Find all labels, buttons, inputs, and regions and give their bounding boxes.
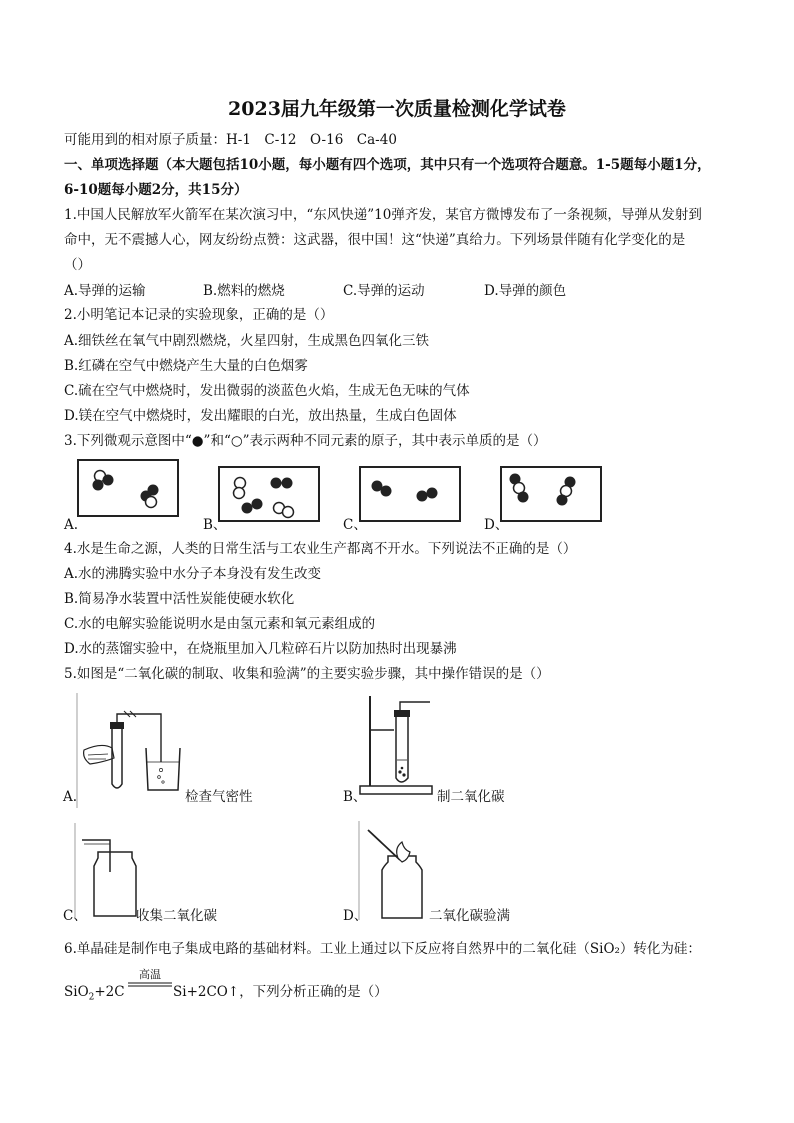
q5-option-c-letter: C、 [63, 908, 87, 924]
q6-eq-condition: 高温 [139, 968, 161, 981]
q3-option-d: D、 [484, 517, 509, 533]
q5-option-b-caption: 制二氧化碳 [437, 789, 505, 805]
q3-stem: 3.下列微观示意图中“●”和“○”表示两种不同元素的原子，其中表示单质的是（） [64, 433, 547, 449]
atomic-masses: 可能用到的相对原子质量：H-1 C-12 O-16 Ca-40 [64, 132, 397, 148]
q3-diagram-a [77, 459, 179, 521]
q5-diagram-a-airtightness [76, 692, 186, 812]
q5-option-a-letter: A. [63, 789, 78, 805]
q1-option-d: D.导弹的颜色 [484, 283, 567, 299]
q6-eq-left: SiO [64, 984, 89, 1000]
q4-option-a: A.水的沸腾实验中水分子本身没有发生改变 [64, 566, 322, 582]
q4-stem: 4.水是生命之源，人类的日常生活与工农业生产都离不开水。下列说法不正确的是（） [64, 541, 577, 557]
q3-diagram-b [218, 466, 320, 524]
q6-equation-right [173, 983, 388, 1001]
q6-stem: 6.单晶硅是制作电子集成电路的基础材料。工业上通过以下反应将自然界中的二氧化硅（SiO₂）转化为硅： [64, 941, 701, 957]
q6-eq-tail: ，下列分析正确的是（） [239, 984, 388, 1000]
q4-option-b: B.简易净水装置中活性炭能使硬水软化 [64, 591, 295, 607]
q1-stem-line2: 命中，无不震撼人心，网友纷纷点赞：这武器，很中国！这“快递”真给力。下列场景伴随有化学变化的是 [64, 232, 686, 248]
q1-stem-line3: （） [64, 257, 91, 273]
q3-diagram-d [500, 466, 602, 524]
q5-option-b-letter: B、 [343, 789, 367, 805]
section-heading-line2: 6-10题每小题2分，共15分） [64, 182, 248, 198]
q5-stem: 5.如图是“二氧化碳的制取、收集和验满”的主要实验步骤，其中操作错误的是（） [64, 666, 550, 682]
q1-stem-line1: 1.中国人民解放军火箭军在某次演习中，“东风快递”10弹齐发，某官方微博发布了一条视频，导弹从发射到 [64, 207, 702, 223]
q5-diagram-b-generator [356, 690, 436, 800]
q2-option-b: B.红磷在空气中燃烧产生大量的白色烟雾 [64, 358, 308, 374]
q6-equation [64, 983, 125, 1007]
q4-option-d: D.水的蒸馏实验中，在烧瓶里加入几粒碎石片以防加热时出现暴沸 [64, 641, 457, 657]
q5-option-d-letter: D、 [343, 908, 368, 924]
q1-option-c: C.导弹的运动 [343, 283, 425, 299]
q2-option-c: C.硫在空气中燃烧时，发出微弱的淡蓝色火焰，生成无色无味的气体 [64, 383, 470, 399]
q3-diagram-c [359, 466, 461, 524]
page-title: 2023届九年级第一次质量检测化学试卷 [228, 98, 566, 120]
q2-option-d: D.镁在空气中燃烧时，发出耀眼的白光，放出热量，生成白色固体 [64, 408, 457, 424]
q3-option-a: A. [64, 517, 79, 533]
q2-stem: 2.小明笔记本记录的实验现象，正确的是（） [64, 307, 334, 323]
q5-option-d-caption: 二氧化碳验满 [429, 908, 510, 924]
q1-option-b: B.燃料的燃烧 [203, 283, 285, 299]
q6-eq-right: Si+2CO↑ [173, 984, 240, 1000]
q3-option-b: B、 [203, 517, 227, 533]
q6-reaction-condition [128, 968, 172, 988]
q6-eq-plus: +2C [94, 984, 125, 1000]
q6-eq-sub: 2 [88, 992, 95, 1003]
q5-diagram-d-verify-full [358, 820, 428, 924]
q5-option-c-caption: 收集二氧化碳 [136, 908, 217, 924]
q5-option-a-caption: 检查气密性 [185, 789, 253, 805]
q2-option-a: A.细铁丝在氧气中剧烈燃烧，火星四射，生成黑色四氧化三铁 [64, 333, 430, 349]
q3-option-c: C、 [343, 517, 367, 533]
q4-option-c: C.水的电解实验能说明水是由氢元素和氧元素组成的 [64, 616, 376, 632]
q1-option-a: A.导弹的运输 [64, 283, 146, 299]
section-heading-line1: 一、单项选择题（本大题包括10小题，每小题有四个选项，其中只有一个选项符合题意。1-5题每小题1分， [64, 157, 711, 173]
